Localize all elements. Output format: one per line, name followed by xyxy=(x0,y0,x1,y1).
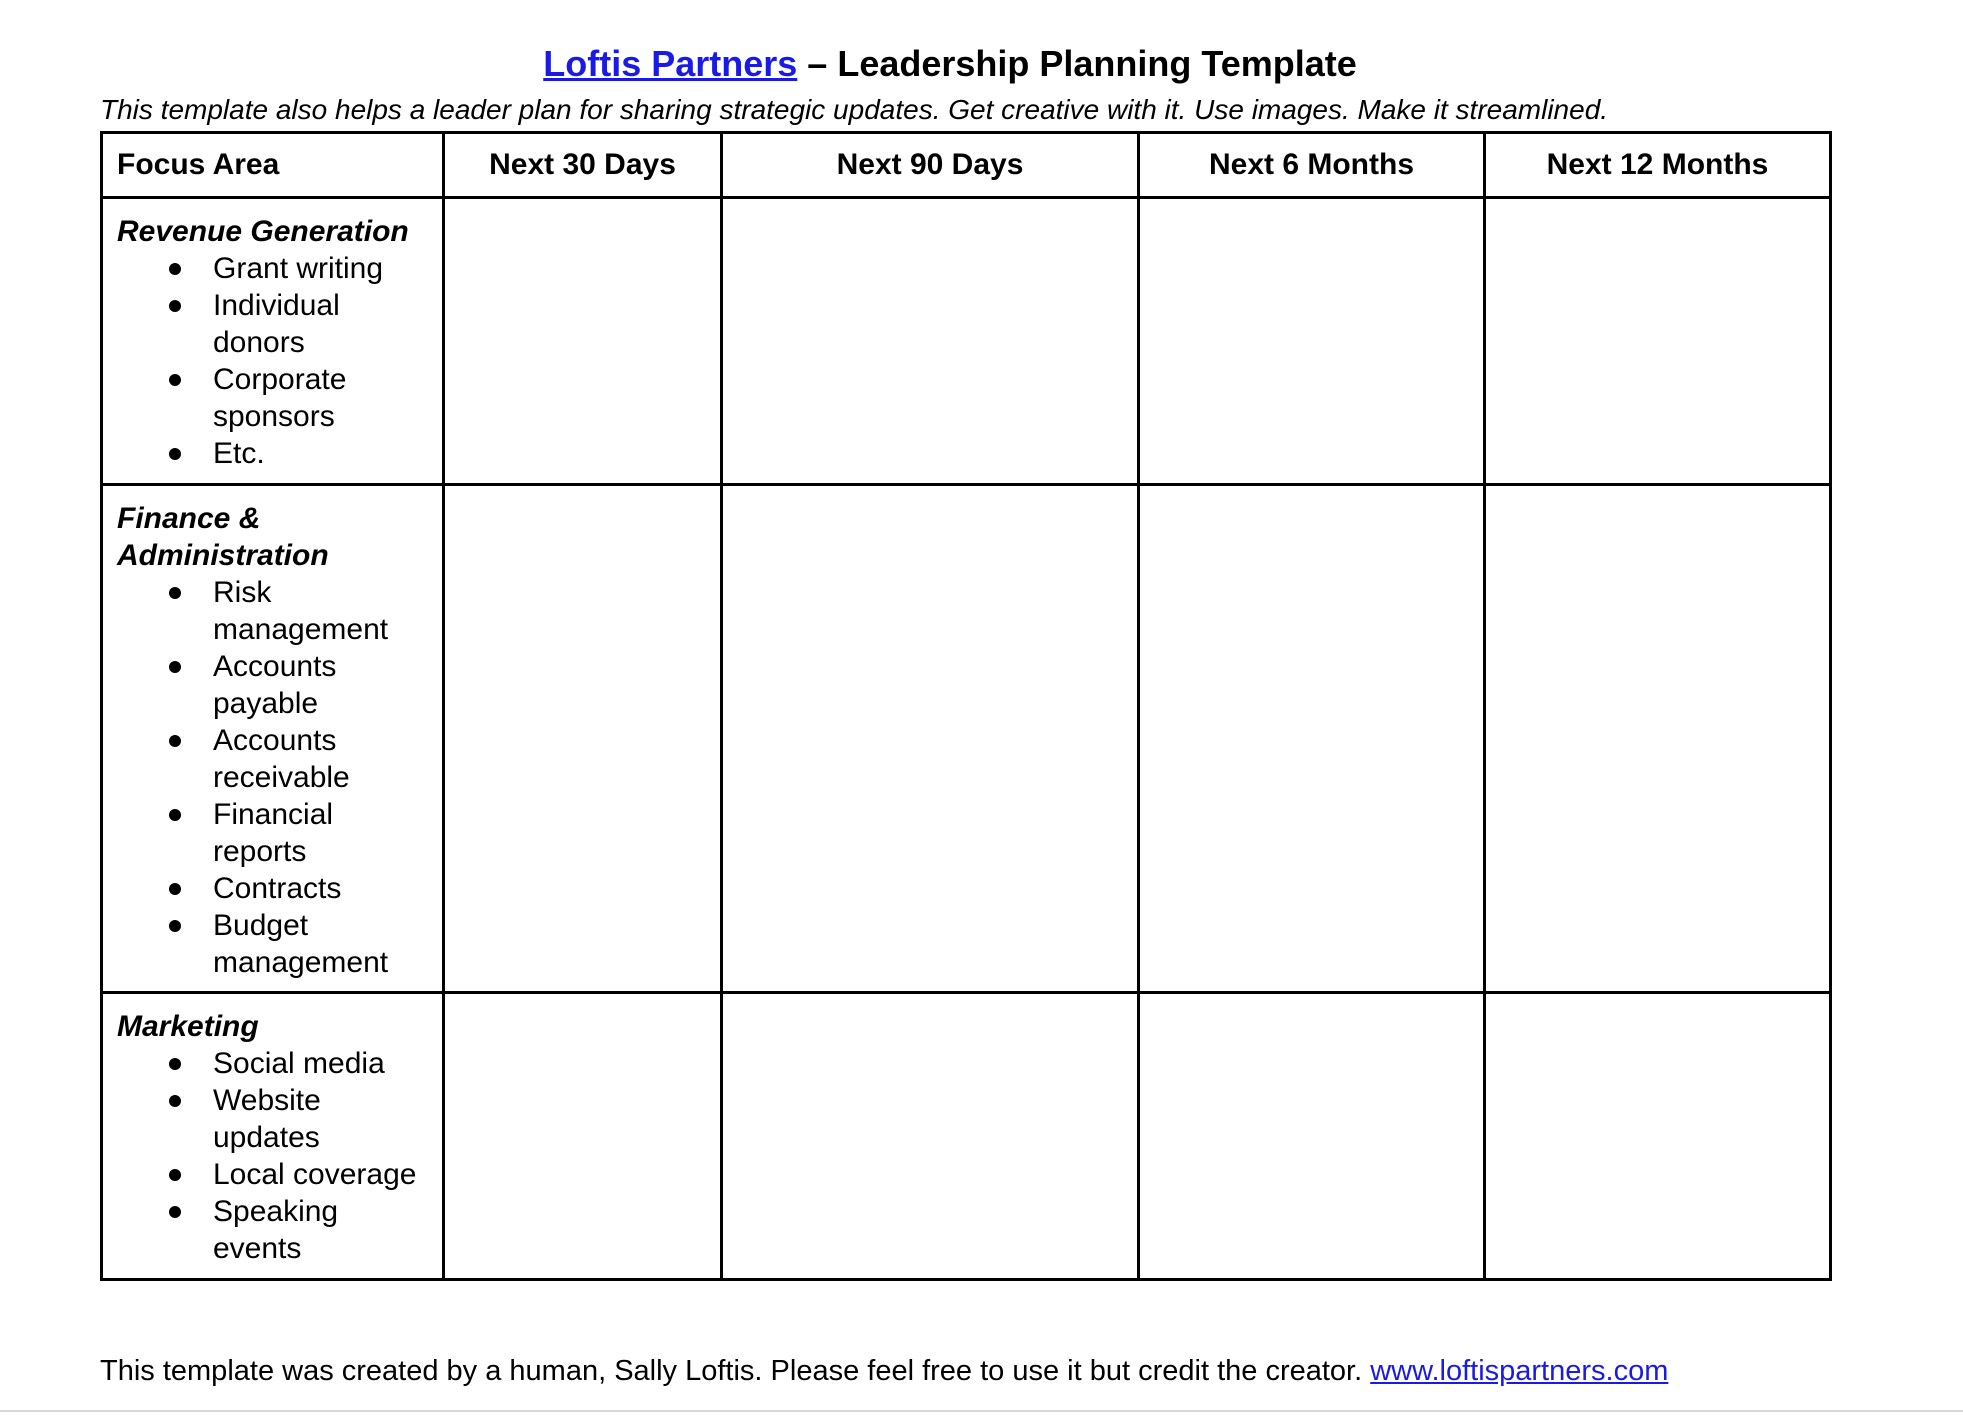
focus-title: Marketing xyxy=(117,1010,259,1043)
focus-title: Revenue Generation xyxy=(117,215,409,248)
cell-next-90-days xyxy=(722,993,1139,1280)
header-next-6-months: Next 6 Months xyxy=(1139,133,1485,198)
cell-next-90-days xyxy=(722,485,1139,993)
focus-cell-revenue-generation xyxy=(102,198,444,485)
title-text: – Leadership Planning Template xyxy=(797,43,1357,84)
list-item: Grant writing xyxy=(117,250,432,287)
cell-next-6-months xyxy=(1139,993,1485,1280)
cell-next-12-months xyxy=(1485,993,1831,1280)
table-row-finance-administration xyxy=(102,485,1831,993)
list-item: Accounts payable xyxy=(117,648,432,722)
list-item: Social media xyxy=(117,1045,432,1082)
list-item: Individual donors xyxy=(117,287,432,361)
list-item: Contracts xyxy=(117,870,432,907)
header-next-12-months: Next 12 Months xyxy=(1485,133,1831,198)
loftis-partners-link[interactable]: Loftis Partners xyxy=(543,43,798,84)
cell-next-30-days xyxy=(444,198,722,485)
list-item: Website updates xyxy=(117,1082,432,1156)
list-item: Financial reports xyxy=(117,796,432,870)
cell-next-30-days xyxy=(444,993,722,1280)
list-item: Budget management xyxy=(117,907,432,981)
cell-next-90-days xyxy=(722,198,1139,485)
focus-list xyxy=(117,1045,432,1267)
website-link[interactable]: www.loftispartners.com xyxy=(1370,1355,1669,1387)
page-title xyxy=(0,40,1900,88)
list-item: Risk management xyxy=(117,574,432,648)
cell-next-12-months xyxy=(1485,198,1831,485)
table-row-marketing xyxy=(102,993,1831,1280)
focus-title: Finance & Administration xyxy=(117,502,329,572)
header-next-30-days: Next 30 Days xyxy=(444,133,722,198)
table-row-revenue-generation xyxy=(102,198,1831,485)
footer-note xyxy=(100,1353,1668,1389)
cell-next-6-months xyxy=(1139,198,1485,485)
cell-next-12-months xyxy=(1485,485,1831,993)
list-item: Etc. xyxy=(117,435,432,472)
footer-text: This template was created by a human, Sally Loftis. Please feel free to use it but credit the creator. xyxy=(100,1355,1371,1387)
focus-cell-marketing xyxy=(102,993,444,1280)
cell-next-6-months xyxy=(1139,485,1485,993)
planning-table xyxy=(100,131,1832,1281)
list-item: Local coverage xyxy=(117,1156,432,1193)
list-item: Speaking events xyxy=(117,1193,432,1267)
header-next-90-days: Next 90 Days xyxy=(722,133,1139,198)
header-focus-area: Focus Area xyxy=(102,133,444,198)
list-item: Corporate sponsors xyxy=(117,361,432,435)
page-subtitle: This template also helps a leader plan for sharing strategic updates. Get creative with it. Use images. Make it streamlined. xyxy=(100,94,1609,125)
focus-list xyxy=(117,250,432,472)
table-header-row xyxy=(102,133,1831,198)
page-bottom-divider xyxy=(0,1410,1963,1412)
list-item: Accounts receivable xyxy=(117,722,432,796)
focus-list xyxy=(117,574,432,981)
focus-cell-finance-administration xyxy=(102,485,444,993)
cell-next-30-days xyxy=(444,485,722,993)
